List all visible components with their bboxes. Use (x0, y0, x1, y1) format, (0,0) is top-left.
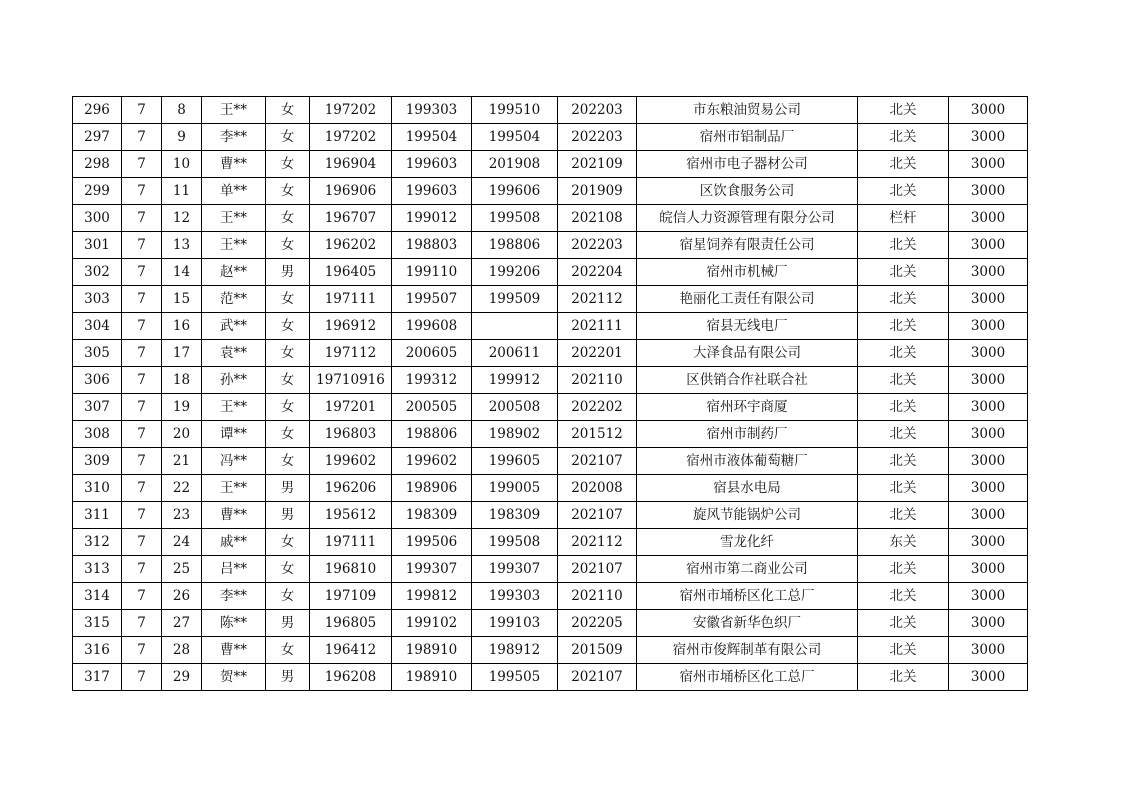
name-cell: 王** (202, 232, 266, 259)
birth-date-cell: 195612 (310, 502, 392, 529)
district-cell: 北关 (858, 286, 949, 313)
gender-cell: 女 (266, 583, 310, 610)
work-unit-cell: 雪龙化纤 (637, 529, 858, 556)
name-cell: 武** (202, 313, 266, 340)
work-start-cell: 198910 (392, 637, 472, 664)
retire-date-cell: 202109 (558, 151, 637, 178)
group-cell: 7 (122, 178, 162, 205)
group-cell: 7 (122, 610, 162, 637)
birth-date-cell: 197109 (310, 583, 392, 610)
district-cell: 北关 (858, 664, 949, 691)
retire-date-cell: 202107 (558, 664, 637, 691)
group-cell: 7 (122, 502, 162, 529)
number-cell: 24 (162, 529, 202, 556)
birth-date-cell: 197202 (310, 97, 392, 124)
work-unit-cell: 宿州市液体葡萄糖厂 (637, 448, 858, 475)
amount-cell: 3000 (949, 637, 1028, 664)
district-cell: 北关 (858, 637, 949, 664)
amount-cell: 3000 (949, 664, 1028, 691)
name-cell: 李** (202, 124, 266, 151)
district-cell: 北关 (858, 97, 949, 124)
name-cell: 贺** (202, 664, 266, 691)
group-cell: 7 (122, 313, 162, 340)
seq-cell: 306 (73, 367, 122, 394)
name-cell: 陈** (202, 610, 266, 637)
seq-cell: 301 (73, 232, 122, 259)
retire-date-cell: 202108 (558, 205, 637, 232)
birth-date-cell: 196803 (310, 421, 392, 448)
birth-date-cell: 196206 (310, 475, 392, 502)
number-cell: 19 (162, 394, 202, 421)
amount-cell: 3000 (949, 151, 1028, 178)
group-cell: 7 (122, 259, 162, 286)
group-cell: 7 (122, 286, 162, 313)
number-cell: 25 (162, 556, 202, 583)
date-cell: 199912 (472, 367, 558, 394)
seq-cell: 310 (73, 475, 122, 502)
number-cell: 10 (162, 151, 202, 178)
work-unit-cell: 宿州市机械厂 (637, 259, 858, 286)
retire-date-cell: 202111 (558, 313, 637, 340)
district-cell: 北关 (858, 583, 949, 610)
amount-cell: 3000 (949, 502, 1028, 529)
work-unit-cell: 宿州市第二商业公司 (637, 556, 858, 583)
work-unit-cell: 宿星饲养有限责任公司 (637, 232, 858, 259)
work-start-cell: 198910 (392, 664, 472, 691)
birth-date-cell: 196904 (310, 151, 392, 178)
district-cell: 北关 (858, 313, 949, 340)
retire-date-cell: 202110 (558, 367, 637, 394)
number-cell: 23 (162, 502, 202, 529)
work-start-cell: 198803 (392, 232, 472, 259)
work-unit-cell: 区饮食服务公司 (637, 178, 858, 205)
gender-cell: 女 (266, 529, 310, 556)
seq-cell: 312 (73, 529, 122, 556)
name-cell: 戚** (202, 529, 266, 556)
table-row (73, 664, 1028, 691)
name-cell: 王** (202, 394, 266, 421)
birth-date-cell: 196906 (310, 178, 392, 205)
table-body (73, 97, 1028, 691)
work-unit-cell: 宿州环宇商厦 (637, 394, 858, 421)
work-start-cell: 200505 (392, 394, 472, 421)
amount-cell: 3000 (949, 475, 1028, 502)
work-start-cell: 199110 (392, 259, 472, 286)
birth-date-cell: 196405 (310, 259, 392, 286)
amount-cell: 3000 (949, 556, 1028, 583)
district-cell: 北关 (858, 502, 949, 529)
amount-cell: 3000 (949, 97, 1028, 124)
date-cell (472, 313, 558, 340)
date-cell: 198902 (472, 421, 558, 448)
work-start-cell: 199507 (392, 286, 472, 313)
gender-cell: 女 (266, 124, 310, 151)
seq-cell: 300 (73, 205, 122, 232)
work-unit-cell: 皖信人力资源管理有限分公司 (637, 205, 858, 232)
name-cell: 吕** (202, 556, 266, 583)
name-cell: 曹** (202, 637, 266, 664)
birth-date-cell: 197201 (310, 394, 392, 421)
retire-date-cell: 202008 (558, 475, 637, 502)
work-start-cell: 199602 (392, 448, 472, 475)
date-cell: 198806 (472, 232, 558, 259)
gender-cell: 男 (266, 610, 310, 637)
birth-date-cell: 196805 (310, 610, 392, 637)
birth-date-cell: 196208 (310, 664, 392, 691)
retire-date-cell: 202112 (558, 529, 637, 556)
district-cell: 北关 (858, 124, 949, 151)
seq-cell: 296 (73, 97, 122, 124)
work-unit-cell: 大泽食品有限公司 (637, 340, 858, 367)
work-unit-cell: 宿州市俊辉制革有限公司 (637, 637, 858, 664)
group-cell: 7 (122, 205, 162, 232)
seq-cell: 298 (73, 151, 122, 178)
table-row (73, 151, 1028, 178)
retire-date-cell: 202203 (558, 124, 637, 151)
district-cell: 北关 (858, 232, 949, 259)
table-row (73, 178, 1028, 205)
group-cell: 7 (122, 448, 162, 475)
seq-cell: 314 (73, 583, 122, 610)
table-row (73, 367, 1028, 394)
work-start-cell: 200605 (392, 340, 472, 367)
work-unit-cell: 宿州市电子器材公司 (637, 151, 858, 178)
seq-cell: 316 (73, 637, 122, 664)
birth-date-cell: 196707 (310, 205, 392, 232)
gender-cell: 女 (266, 313, 310, 340)
name-cell: 范** (202, 286, 266, 313)
birth-date-cell: 19710916 (310, 367, 392, 394)
group-cell: 7 (122, 421, 162, 448)
retire-date-cell: 202203 (558, 97, 637, 124)
amount-cell: 3000 (949, 313, 1028, 340)
retire-date-cell: 202112 (558, 286, 637, 313)
district-cell: 东关 (858, 529, 949, 556)
retire-date-cell: 201509 (558, 637, 637, 664)
date-cell: 199206 (472, 259, 558, 286)
work-unit-cell: 宿县水电局 (637, 475, 858, 502)
table-row (73, 259, 1028, 286)
gender-cell: 男 (266, 502, 310, 529)
date-cell: 200611 (472, 340, 558, 367)
seq-cell: 311 (73, 502, 122, 529)
number-cell: 21 (162, 448, 202, 475)
work-start-cell: 198806 (392, 421, 472, 448)
number-cell: 14 (162, 259, 202, 286)
amount-cell: 3000 (949, 394, 1028, 421)
group-cell: 7 (122, 664, 162, 691)
amount-cell: 3000 (949, 178, 1028, 205)
group-cell: 7 (122, 97, 162, 124)
amount-cell: 3000 (949, 205, 1028, 232)
district-cell: 北关 (858, 151, 949, 178)
work-start-cell: 199603 (392, 178, 472, 205)
district-cell: 北关 (858, 610, 949, 637)
number-cell: 22 (162, 475, 202, 502)
gender-cell: 女 (266, 178, 310, 205)
table-row (73, 583, 1028, 610)
retire-date-cell: 202202 (558, 394, 637, 421)
seq-cell: 307 (73, 394, 122, 421)
gender-cell: 女 (266, 637, 310, 664)
table-row (73, 637, 1028, 664)
name-cell: 孙** (202, 367, 266, 394)
gender-cell: 女 (266, 448, 310, 475)
gender-cell: 女 (266, 151, 310, 178)
work-start-cell: 199812 (392, 583, 472, 610)
birth-date-cell: 196810 (310, 556, 392, 583)
records-table (72, 96, 1028, 691)
table-row (73, 556, 1028, 583)
date-cell: 198912 (472, 637, 558, 664)
work-unit-cell: 宿州市埇桥区化工总厂 (637, 583, 858, 610)
date-cell: 199510 (472, 97, 558, 124)
table-row (73, 205, 1028, 232)
table-row (73, 529, 1028, 556)
amount-cell: 3000 (949, 232, 1028, 259)
work-start-cell: 198906 (392, 475, 472, 502)
gender-cell: 男 (266, 664, 310, 691)
date-cell: 199504 (472, 124, 558, 151)
work-unit-cell: 宿州市铝制品厂 (637, 124, 858, 151)
seq-cell: 309 (73, 448, 122, 475)
seq-cell: 304 (73, 313, 122, 340)
retire-date-cell: 202204 (558, 259, 637, 286)
group-cell: 7 (122, 529, 162, 556)
district-cell: 北关 (858, 178, 949, 205)
district-cell: 北关 (858, 259, 949, 286)
group-cell: 7 (122, 475, 162, 502)
group-cell: 7 (122, 637, 162, 664)
retire-date-cell: 201512 (558, 421, 637, 448)
name-cell: 曹** (202, 151, 266, 178)
number-cell: 29 (162, 664, 202, 691)
table-row (73, 232, 1028, 259)
name-cell: 王** (202, 475, 266, 502)
retire-date-cell: 202107 (558, 556, 637, 583)
amount-cell: 3000 (949, 367, 1028, 394)
birth-date-cell: 197202 (310, 124, 392, 151)
amount-cell: 3000 (949, 421, 1028, 448)
gender-cell: 女 (266, 286, 310, 313)
seq-cell: 302 (73, 259, 122, 286)
group-cell: 7 (122, 394, 162, 421)
work-unit-cell: 宿县无线电厂 (637, 313, 858, 340)
gender-cell: 女 (266, 97, 310, 124)
birth-date-cell: 197112 (310, 340, 392, 367)
date-cell: 199303 (472, 583, 558, 610)
table-row (73, 340, 1028, 367)
work-start-cell: 199102 (392, 610, 472, 637)
group-cell: 7 (122, 340, 162, 367)
table-row (73, 421, 1028, 448)
amount-cell: 3000 (949, 259, 1028, 286)
date-cell: 199509 (472, 286, 558, 313)
birth-date-cell: 196412 (310, 637, 392, 664)
number-cell: 17 (162, 340, 202, 367)
seq-cell: 313 (73, 556, 122, 583)
name-cell: 王** (202, 97, 266, 124)
table-row (73, 286, 1028, 313)
work-unit-cell: 区供销合作社联合社 (637, 367, 858, 394)
gender-cell: 女 (266, 421, 310, 448)
table-row (73, 502, 1028, 529)
number-cell: 15 (162, 286, 202, 313)
amount-cell: 3000 (949, 286, 1028, 313)
retire-date-cell: 202201 (558, 340, 637, 367)
number-cell: 27 (162, 610, 202, 637)
name-cell: 王** (202, 205, 266, 232)
date-cell: 199307 (472, 556, 558, 583)
name-cell: 赵** (202, 259, 266, 286)
amount-cell: 3000 (949, 448, 1028, 475)
retire-date-cell: 202203 (558, 232, 637, 259)
work-start-cell: 198309 (392, 502, 472, 529)
amount-cell: 3000 (949, 124, 1028, 151)
group-cell: 7 (122, 556, 162, 583)
work-unit-cell: 宿州市埇桥区化工总厂 (637, 664, 858, 691)
name-cell: 谭** (202, 421, 266, 448)
name-cell: 曹** (202, 502, 266, 529)
date-cell: 199005 (472, 475, 558, 502)
work-unit-cell: 安徽省新华色织厂 (637, 610, 858, 637)
date-cell: 201908 (472, 151, 558, 178)
work-unit-cell: 宿州市制药厂 (637, 421, 858, 448)
birth-date-cell: 197111 (310, 529, 392, 556)
work-start-cell: 199504 (392, 124, 472, 151)
retire-date-cell: 202107 (558, 502, 637, 529)
district-cell: 北关 (858, 448, 949, 475)
gender-cell: 男 (266, 259, 310, 286)
table-row (73, 448, 1028, 475)
seq-cell: 308 (73, 421, 122, 448)
gender-cell: 女 (266, 394, 310, 421)
work-unit-cell: 艳丽化工责任有限公司 (637, 286, 858, 313)
retire-date-cell: 202205 (558, 610, 637, 637)
date-cell: 199508 (472, 529, 558, 556)
work-start-cell: 199012 (392, 205, 472, 232)
district-cell: 栏杆 (858, 205, 949, 232)
date-cell: 199103 (472, 610, 558, 637)
work-start-cell: 199307 (392, 556, 472, 583)
amount-cell: 3000 (949, 583, 1028, 610)
group-cell: 7 (122, 151, 162, 178)
table-row (73, 313, 1028, 340)
work-unit-cell: 市东粮油贸易公司 (637, 97, 858, 124)
date-cell: 199505 (472, 664, 558, 691)
seq-cell: 315 (73, 610, 122, 637)
district-cell: 北关 (858, 475, 949, 502)
date-cell: 199605 (472, 448, 558, 475)
name-cell: 冯** (202, 448, 266, 475)
number-cell: 8 (162, 97, 202, 124)
seq-cell: 303 (73, 286, 122, 313)
district-cell: 北关 (858, 394, 949, 421)
name-cell: 李** (202, 583, 266, 610)
number-cell: 26 (162, 583, 202, 610)
birth-date-cell: 196202 (310, 232, 392, 259)
gender-cell: 女 (266, 340, 310, 367)
number-cell: 20 (162, 421, 202, 448)
amount-cell: 3000 (949, 610, 1028, 637)
date-cell: 199508 (472, 205, 558, 232)
work-start-cell: 199506 (392, 529, 472, 556)
number-cell: 12 (162, 205, 202, 232)
district-cell: 北关 (858, 367, 949, 394)
name-cell: 袁** (202, 340, 266, 367)
retire-date-cell: 202110 (558, 583, 637, 610)
table-row (73, 394, 1028, 421)
group-cell: 7 (122, 124, 162, 151)
date-cell: 199606 (472, 178, 558, 205)
date-cell: 200508 (472, 394, 558, 421)
number-cell: 28 (162, 637, 202, 664)
work-unit-cell: 旋风节能锅炉公司 (637, 502, 858, 529)
seq-cell: 317 (73, 664, 122, 691)
gender-cell: 女 (266, 556, 310, 583)
number-cell: 13 (162, 232, 202, 259)
district-cell: 北关 (858, 556, 949, 583)
district-cell: 北关 (858, 421, 949, 448)
birth-date-cell: 197111 (310, 286, 392, 313)
seq-cell: 305 (73, 340, 122, 367)
amount-cell: 3000 (949, 529, 1028, 556)
number-cell: 18 (162, 367, 202, 394)
name-cell: 单** (202, 178, 266, 205)
group-cell: 7 (122, 583, 162, 610)
number-cell: 11 (162, 178, 202, 205)
seq-cell: 297 (73, 124, 122, 151)
birth-date-cell: 196912 (310, 313, 392, 340)
gender-cell: 女 (266, 205, 310, 232)
amount-cell: 3000 (949, 340, 1028, 367)
table-row (73, 475, 1028, 502)
gender-cell: 女 (266, 367, 310, 394)
work-start-cell: 199312 (392, 367, 472, 394)
table-row (73, 124, 1028, 151)
retire-date-cell: 202107 (558, 448, 637, 475)
work-start-cell: 199303 (392, 97, 472, 124)
seq-cell: 299 (73, 178, 122, 205)
gender-cell: 女 (266, 232, 310, 259)
retire-date-cell: 201909 (558, 178, 637, 205)
district-cell: 北关 (858, 340, 949, 367)
gender-cell: 男 (266, 475, 310, 502)
table-row (73, 610, 1028, 637)
number-cell: 16 (162, 313, 202, 340)
number-cell: 9 (162, 124, 202, 151)
group-cell: 7 (122, 367, 162, 394)
date-cell: 198309 (472, 502, 558, 529)
work-start-cell: 199603 (392, 151, 472, 178)
group-cell: 7 (122, 232, 162, 259)
work-start-cell: 199608 (392, 313, 472, 340)
table-row (73, 97, 1028, 124)
birth-date-cell: 199602 (310, 448, 392, 475)
